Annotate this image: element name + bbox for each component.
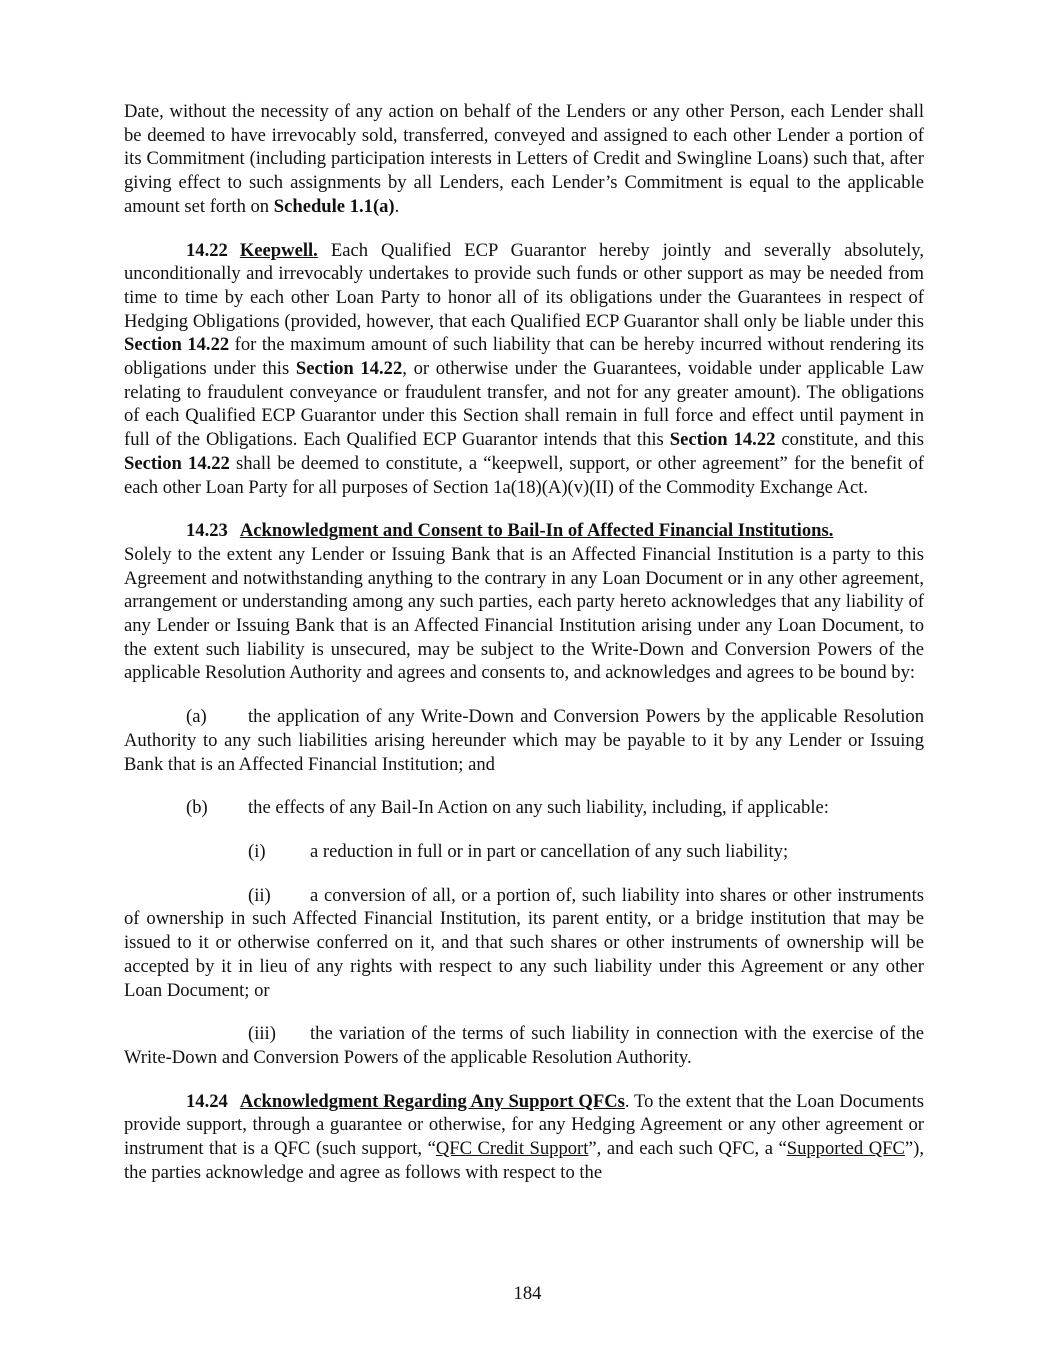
section-title: Acknowledgment and Consent to Bail-In of Affected Financial Institutions. [239,520,834,542]
clause-i: (i) a reduction in full or in part or cancellation of any such liability; [248,840,789,862]
clause-label: (b) [186,797,208,819]
defined-term: QFC Credit Support [435,1138,589,1160]
clause-a: (a) the application of any Write-Down and Conversion Powers by the applicable Resolution Authority to any such liabilities arising hereunder which may be payable to it by any Lender or Issuing Bank that is an Affected Financial Institution; and [124,706,924,775]
section-title: Acknowledgment Regarding Any Support QFCs [239,1090,625,1112]
section-number: 14.22 [186,239,228,261]
defined-term: Supported QFC [786,1138,905,1160]
section-14-22: 14.22 Keepwell. Each Qualified ECP Guarantor hereby jointly and severally absolutely, unconditionally and irrevocably undertakes to provide such funds or other support as may be needed from time to time by each other Loan Party to honor all of its obligations under the Guarantees in respect of Hedging Obligations (provided, however, that each Qualified ECP Guarantor shall only be liable under this Section 14.22 for the maximum amount of such liability that can be hereby incurred without rendering its obligations under this Section 14.22, or otherwise under the Guarantees, voidable under applicable Law relating to fraudulent conveyance or fraudulent transfer, and not for any greater amount). The obligations of each Qualified ECP Guarantor under this Section shall remain in full force and effect until payment in full of the Obligations. Each Qualified ECP Guarantor intends that this Section 14.22 constitute, and this Section 14.22 shall be deemed to constitute, a “keepwell, support, or other agreement” for the benefit of each other Loan Party for all purposes of Section 1a(18)(A)(v)(II) of the Commodity Exchange Act. [124,239,925,498]
clause-label: (iii) [248,1023,276,1045]
document-body [124,100,924,1184]
section-14-24: 14.24 Acknowledgment Regarding Any Support QFCs. To the extent that the Loan Documents provide support, through a guarantee or otherwise, for any Hedging Agreement or any other agreement or instrument that is a QFC (such support, “QFC Credit Support”, and each such QFC, a “Supported QFC”), the parties acknowledge and agree as follows with respect to the [124,1090,924,1183]
section-title: Keepwell. [239,239,318,261]
section-number: 14.24 [186,1090,228,1112]
clause-label: (ii) [248,884,271,906]
intro-paragraph: Date, without the necessity of any action on behalf of the Lenders or any other Person, each Lender shall be deemed to have irrevocably sold, transferred, conveyed and assigned to each other Lender a portion of its Commitment (including participation interests in Letters of Credit and Swingline Loans) such that, after giving effect to such assignments by all Lenders, each Lender’s Commitment is equal to the applicable amount set forth on Schedule 1.1(a). [124,101,924,217]
clause-label: (i) [248,840,266,862]
clause-b: (b) the effects of any Bail-In Action on any such liability, including, if applicable: [186,797,829,819]
clause-ii: (ii) a conversion of all, or a portion of, such liability into shares or other instruments of ownership in such Affected Financial Institution, its parent entity, or a bridge institution that may be issued to it or otherwise conferred on it, and that such shares or other instruments of ownership will be accepted by it in lieu of any rights with respect to any such liability under this Agreement or any other Loan Document; or [124,884,924,1001]
page-number: 184 [513,1283,542,1304]
clause-iii: (iii) the variation of the terms of such liability in connection with the exercise of the Write-Down and Conversion Powers of the applicable Resolution Authority. [124,1023,924,1068]
schedule-reference: Schedule 1.1(a) [273,195,395,217]
clause-label: (a) [186,706,207,728]
section-14-23-heading [124,519,924,543]
section-number: 14.23 [186,520,228,542]
section-14-23-body: Solely to the extent any Lender or Issuing Bank that is an Affected Financial Institution is a party to this Agreement and notwithstanding anything to the contrary in any Loan Document or in any other agreement, arrangement or understanding among any such parties, each party hereto acknowledges that any liability of any Lender or Issuing Bank that is an Affected Financial Institution arising under any Loan Document, to the extent such liability is unsecured, may be subject to the Write-Down and Conversion Powers of the applicable Resolution Authority and agrees and consents to, and acknowledges and agrees to be bound by: [124,543,924,684]
